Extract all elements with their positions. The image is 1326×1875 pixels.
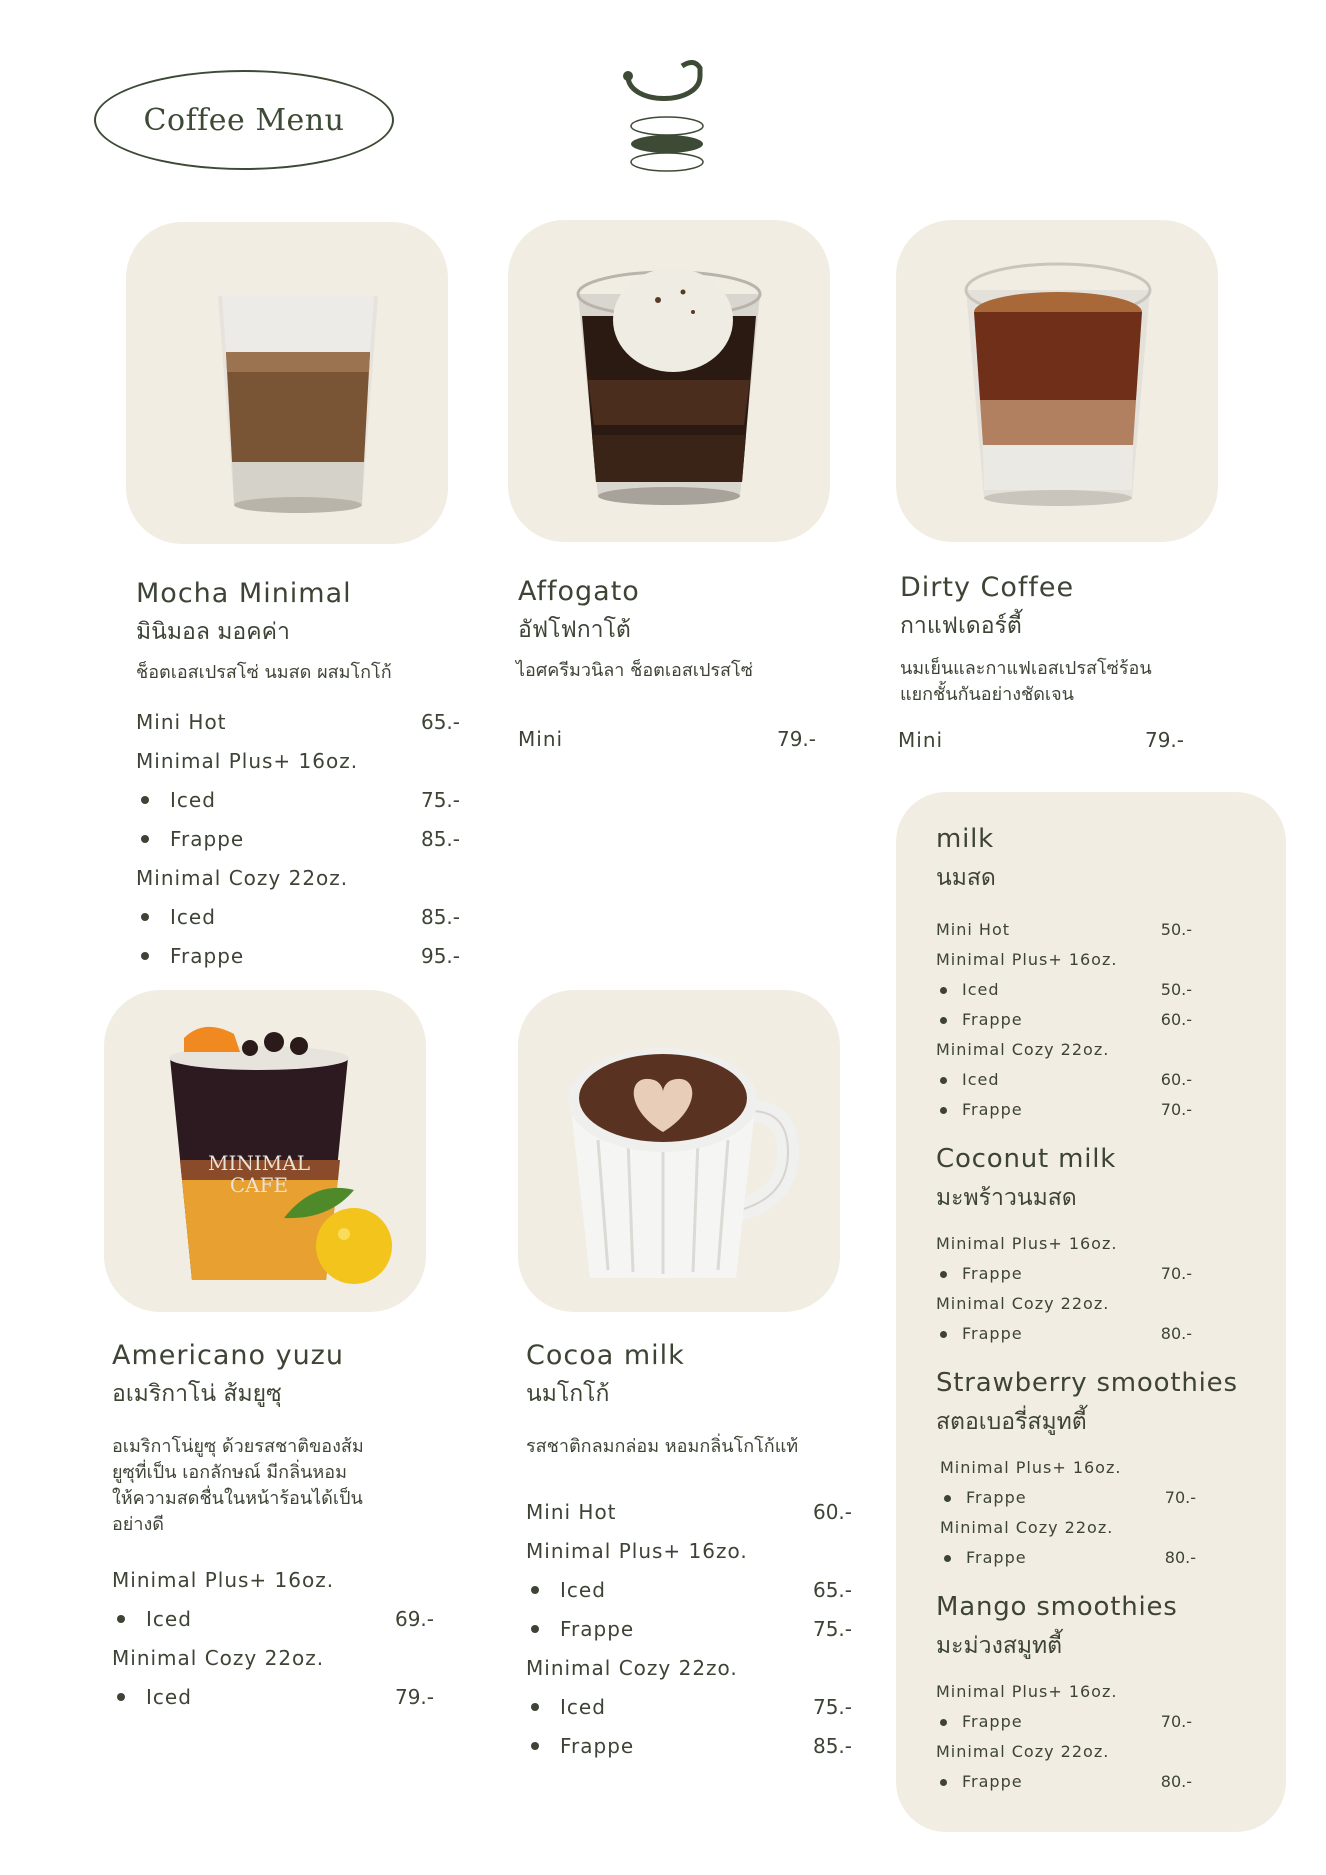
size-label: Minimal Cozy 22zo. (526, 1656, 738, 1680)
bullet-icon (531, 1742, 539, 1750)
price: 75.- (420, 788, 460, 812)
price: 69.- (394, 1607, 434, 1631)
mocha-image-card (126, 222, 448, 544)
option-label: Frappe (962, 1264, 1023, 1283)
item-title-en: Dirty Coffee (900, 572, 1075, 603)
item-description-line: ให้ความสดชื่นในหน้าร้อนได้เป็น (112, 1488, 363, 1509)
panel-title-en: Strawberry smoothies (936, 1368, 1238, 1398)
price: 80.- (1160, 1772, 1192, 1791)
logo-badge (94, 70, 394, 170)
item-description-line: อเมริกาโน่ยูซุ ด้วยรสชาติของส้ม (112, 1436, 364, 1457)
price: 85.- (420, 827, 460, 851)
option-label: Frappe (962, 1712, 1023, 1731)
americano-yuzu-image-card (104, 990, 426, 1312)
option-label: Iced (962, 980, 1000, 999)
size-label: Minimal Plus+ 16oz. (936, 1234, 1118, 1253)
size-label: Minimal Plus+ 16oz. (936, 950, 1118, 969)
bullet-icon (940, 1779, 947, 1786)
bullet-icon (940, 1271, 947, 1278)
panel-title-en: Mango smoothies (936, 1592, 1178, 1622)
size-label: Minimal Cozy 22oz. (940, 1518, 1114, 1537)
item-title-en: Americano yuzu (112, 1340, 344, 1371)
bullet-icon (940, 1331, 947, 1338)
size-label: Minimal Plus+ 16oz. (136, 749, 359, 773)
price: 65.- (420, 710, 460, 734)
item-description-line: นมเย็นและกาแฟเอสเปรสโซ่ร้อน (900, 658, 1152, 679)
size-label: Minimal Cozy 22oz. (936, 1294, 1110, 1313)
size-label: Mini Hot (136, 710, 227, 734)
price: 95.- (420, 944, 460, 968)
price: 79.- (1144, 728, 1184, 752)
price: 60.- (1160, 1070, 1192, 1089)
item-title-en: Cocoa milk (526, 1340, 685, 1371)
panel-title-th: สตอเบอรี่สมูทตี้ (936, 1409, 1087, 1435)
cocoa-mug-icon (518, 990, 840, 1312)
size-label: Minimal Cozy 22oz. (936, 1040, 1110, 1059)
bullet-icon (531, 1703, 539, 1711)
bullet-icon (940, 987, 947, 994)
price: 80.- (1164, 1548, 1196, 1567)
bullet-icon (531, 1625, 539, 1633)
item-description: ช็อตเอสเปรสโซ่ นมสด ผสมโกโก้ (136, 662, 392, 683)
size-label: Minimal Cozy 22oz. (136, 866, 349, 890)
affogato-image-card (508, 220, 830, 542)
price: 70.- (1160, 1264, 1192, 1283)
item-title-th: กาแฟเดอร์ตี้ (900, 613, 1022, 639)
bullet-icon (141, 835, 149, 843)
option-label: Frappe (962, 1324, 1023, 1343)
logo-mark-icon (620, 58, 720, 178)
cocoa-milk-image-card (518, 990, 840, 1312)
price: 79.- (394, 1685, 434, 1709)
option-label: Iced (560, 1695, 606, 1719)
bullet-icon (141, 952, 149, 960)
price: 70.- (1160, 1100, 1192, 1119)
item-description: ไอศครีมวนิลา ช็อตเอสเปรสโซ่ (516, 660, 753, 681)
option-label: Frappe (962, 1010, 1023, 1029)
item-description-line: ยูซุที่เป็น เอกลักษณ์ มีกลิ่นหอม (112, 1462, 347, 1483)
price: 75.- (812, 1617, 852, 1641)
price: 60.- (812, 1500, 852, 1524)
mocha-glass-icon (126, 222, 448, 544)
price: 85.- (812, 1734, 852, 1758)
size-label: Minimal Cozy 22oz. (112, 1646, 325, 1670)
panel-title-th: มะม่วงสมูทตี้ (936, 1633, 1063, 1659)
bullet-icon (141, 913, 149, 921)
bullet-icon (141, 796, 149, 804)
option-label: Frappe (560, 1617, 635, 1641)
option-label: Frappe (170, 944, 245, 968)
size-label: Mini Hot (526, 1500, 617, 1524)
price: 80.- (1160, 1324, 1192, 1343)
option-label: Iced (962, 1070, 1000, 1089)
bullet-icon (940, 1077, 947, 1084)
size-label: Minimal Plus+ 16oz. (936, 1682, 1118, 1701)
option-label: Frappe (966, 1548, 1027, 1567)
bullet-icon (940, 1719, 947, 1726)
option-label: Iced (170, 905, 216, 929)
item-description-line: แยกชั้นกันอย่างชัดเจน (900, 684, 1074, 705)
cup-brand-line2: CAFE (229, 1173, 289, 1197)
price: 85.- (420, 905, 460, 929)
price: 70.- (1160, 1712, 1192, 1731)
size-label: Minimal Plus+ 16zo. (526, 1539, 748, 1563)
dirty-coffee-glass-icon (896, 220, 1218, 542)
item-title-th: มินิมอล มอคค่า (136, 619, 290, 645)
size-label: Minimal Plus+ 16oz. (112, 1568, 335, 1592)
price: 60.- (1160, 1010, 1192, 1029)
option-label: Frappe (170, 827, 245, 851)
price: 65.- (812, 1578, 852, 1602)
option-label: Iced (170, 788, 216, 812)
price: 50.- (1160, 980, 1192, 999)
bullet-icon (940, 1017, 947, 1024)
panel-title-th: มะพร้าวนมสด (936, 1185, 1077, 1211)
yuzu-cup-icon (104, 990, 426, 1312)
option-label: Frappe (966, 1488, 1027, 1507)
logo-text: Coffee Menu (143, 102, 345, 138)
size-label: Mini (518, 727, 564, 751)
price: 75.- (812, 1695, 852, 1719)
panel-title-th: นมสด (936, 865, 996, 891)
bullet-icon (940, 1107, 947, 1114)
option-label: Frappe (962, 1772, 1023, 1791)
item-title-th: นมโกโก้ (526, 1381, 610, 1407)
panel-title-en: milk (936, 824, 995, 854)
bullet-icon (117, 1615, 125, 1623)
item-title-en: Mocha Minimal (136, 578, 352, 609)
size-label: Minimal Plus+ 16oz. (940, 1458, 1122, 1477)
item-title-en: Affogato (518, 576, 640, 607)
item-title-th: อัฟโฟกาโต้ (518, 617, 631, 643)
item-description-line: อย่างดี (112, 1514, 164, 1535)
item-title-th: อเมริกาโน่ ส้มยูซุ (112, 1381, 282, 1407)
option-label: Frappe (962, 1100, 1023, 1119)
bullet-icon (531, 1586, 539, 1594)
size-label: Mini Hot (936, 920, 1011, 939)
item-description: รสชาติกลมกล่อม หอมกลิ่นโกโก้แท้ (526, 1436, 799, 1457)
dirty-coffee-image-card (896, 220, 1218, 542)
price: 70.- (1164, 1488, 1196, 1507)
option-label: Iced (146, 1685, 192, 1709)
affogato-glass-icon (508, 220, 830, 542)
option-label: Iced (560, 1578, 606, 1602)
bullet-icon (944, 1555, 951, 1562)
bullet-icon (117, 1693, 125, 1701)
option-label: Frappe (560, 1734, 635, 1758)
option-label: Iced (146, 1607, 192, 1631)
size-label: Mini (898, 728, 944, 752)
price: 50.- (1160, 920, 1192, 939)
panel-title-en: Coconut milk (936, 1144, 1117, 1174)
bullet-icon (944, 1495, 951, 1502)
size-label: Minimal Cozy 22oz. (936, 1742, 1110, 1761)
price: 79.- (776, 727, 816, 751)
cup-brand-line1: MINIMAL (208, 1151, 310, 1175)
